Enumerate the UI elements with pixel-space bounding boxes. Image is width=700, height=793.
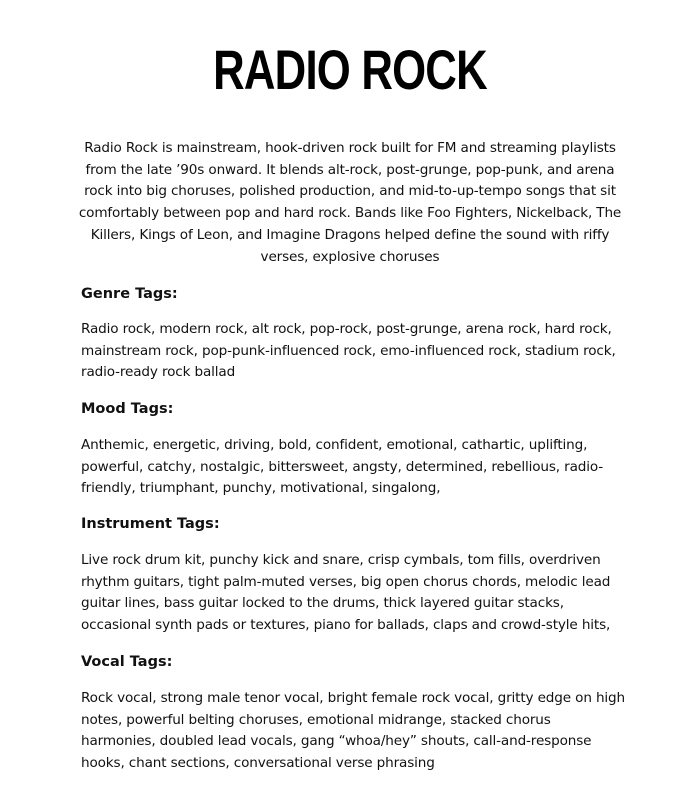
intro-paragraph: Radio Rock is mainstream, hook-driven rock built for FM and streaming playlists from the late ’90s onward. It blends alt-rock, post-grunge, pop-punk, and arena rock into big choruses, polished production, and mid-to-up-tempo songs that sit comfortably between pop and hard rock. Bands like Foo Fighters, Nickelback, The Killers, Kings of Leon, and Imagine Dragons helped define the sound with riffy verses, explosive choruses <box>78 140 622 265</box>
instrument-tags-heading: Instrument Tags: <box>81 516 220 532</box>
vocal-tags-text: Rock vocal, strong male tenor vocal, bright female rock vocal, gritty edge on high notes, powerful belting choruses, emotional midrange, stacked chorus harmonies, doubled lead vocals, gang “whoa/hey” shouts, call-and-response hooks, chant sections, conversational verse phrasing <box>81 690 625 772</box>
mood-tags-text: Anthemic, energetic, driving, bold, confident, emotional, cathartic, uplifting, powerful, catchy, nostalgic, bittersweet, angsty, determined, rebellious, radio-friendly, triumphant, punchy, motivational, singalong, <box>81 437 604 497</box>
genre-tags-text: Radio rock, modern rock, alt rock, pop-rock, post-grunge, arena rock, hard rock, mainstream rock, pop-punk-influenced rock, emo-influenced rock, stadium rock, radio-ready rock ballad <box>81 321 616 381</box>
page-title: RADIO ROCK <box>213 38 487 101</box>
vocal-tags-heading: Vocal Tags: <box>81 654 173 670</box>
instrument-tags-text: Live rock drum kit, punchy kick and snare, crisp cymbals, tom fills, overdriven rhythm guitars, tight palm-muted verses, big open chorus chords, melodic lead guitar lines, bass guitar locked to the drums, thick layered guitar stacks, occasional synth pads or textures, piano for ballads, claps and crowd-style hits, <box>81 552 611 634</box>
mood-tags-heading: Mood Tags: <box>81 401 174 417</box>
genre-tags-heading: Genre Tags: <box>81 286 178 302</box>
